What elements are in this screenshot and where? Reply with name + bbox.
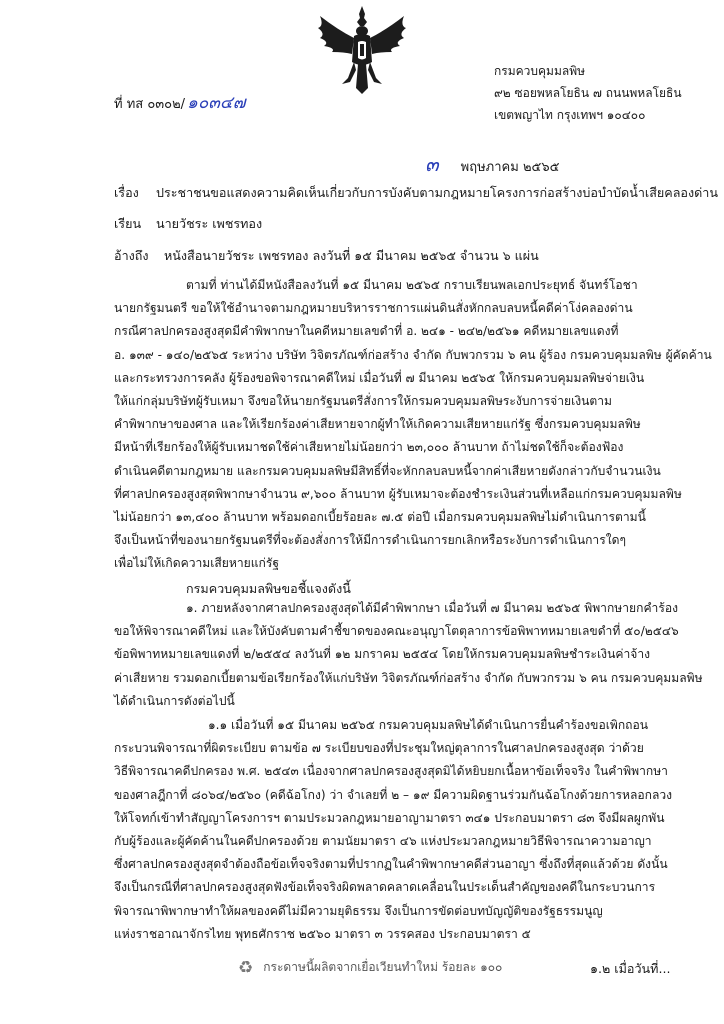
document-reference-number [114,89,245,116]
footer-text: กระดาษนี้ผลิตจากเยื่อเวียนทำใหม่ ร้อยละ ๑๐๐ [263,960,503,974]
paragraph-line: อ. ๑๓๙ - ๑๔๐/๒๕๖๕ ระหว่าง บริษัท วิจิตรภัณฑ์ก่อสร้าง จำกัด กับพวกรวม ๖ คน ผู้ร้อง กรมควบคุมมลพิษ ผู้คัดค้าน [114,347,712,362]
paragraph-line: พิจารณาพิพากษาทำให้ผลของคดีไม่มีความยุติธรรม จึงเป็นการขัดต่อบทบัญญัติของรัฐธรรมนูญ [114,903,603,918]
paragraph-line: กรณีศาลปกครองสูงสุดมีคำพิพากษาในคดีหมายเลขดำที่ อ. ๒๔๑ - ๒๔๒/๒๕๖๑ คดีหมายเลขแดงที่ [114,324,619,339]
sender-address [494,60,682,126]
paragraph-line: วิธีพิจารณาคดีปกครอง พ.ศ. ๒๕๔๓ เนื่องจากศาลปกครองสูงสุดมิได้หยิบยกเนื้อหาข้อเท็จจริง ในคำพิพากษา [114,764,668,779]
address-line: ๙๒ ซอยพหลโยธิน ๗ ถนนพหลโยธิน [494,86,682,100]
paragraph-line: เพื่อไม่ให้เกิดความเสียหายแก่รัฐ [114,556,279,571]
page-continuation: ๑.๒ เมื่อวันที่... [590,961,671,976]
clarification-heading: กรมควบคุมมลพิษขอชี้แจงดังนี้ [186,581,351,596]
handwritten-date-day: ๓ [425,152,439,176]
paragraph-line: จึงเป็นหน้าที่ของนายกรัฐมนตรีที่จะต้องสั่งการให้มีการดำเนินการยกเลิกหรือระงับการดำเนินการใดๆ [114,533,626,548]
reference-prefix: ที่ ทส ๐๓๐๒/ [114,97,186,112]
paragraph-line: ให้แก่กลุ่มบริษัทผู้รับเหมา จึงขอให้นายกรัฐมนตรีสั่งการให้กรมควบคุมมลพิษระงับการจ่ายเงินตาม [114,394,612,409]
address-line: กรมควบคุมมลพิษ [494,64,586,78]
reference-line [114,246,539,266]
subject-text: ประชาชนขอแสดงความคิดเห็นเกี่ยวกับการบังคับตามกฎหมายโครงการก่อสร้างบ่อบำบัดน้ำเสียคลองด่าน [156,185,718,200]
paragraph-line: และกระทรวงการคลัง ผู้ร้องขอพิจารณาคดีใหม่ เมื่อวันที่ ๗ มีนาคม ๒๕๖๕ ให้กรมควบคุมมลพิษจ่ายเงิน [114,370,645,385]
subject-label: เรื่อง [114,185,139,200]
paragraph-line: ค่าเสียหาย รวมดอกเบี้ยตามข้อเรียกร้องให้แก่บริษัท วิจิตรภัณฑ์ก่อสร้าง จำกัด กับพวกรวม ๖ คน กรมควบคุมมลพิษ [114,670,703,685]
paragraph-line: ดำเนินคดีตามกฎหมาย และกรมควบคุมมลพิษมีสิทธิ์ที่จะหักกลบลบหนี้จากค่าเสียหายดังกล่าวกับจำนวนเงิน [114,463,661,478]
handwritten-reference-number: ๑๐๓๔๗ [187,93,246,113]
address-line: เขตพญาไท กรุงเทพฯ ๑๐๔๐๐ [494,108,646,122]
body-paragraph-3 [114,714,673,946]
paragraph-line: ที่ศาลปกครองสูงสุดพิพากษาจำนวน ๙,๖๐๐ ล้านบาท ผู้รับเหมาจะต้องชำระเงินส่วนที่เหลือแก่กรมควบคุมมลพิษ [114,486,682,501]
date-month-year: พฤษภาคม ๒๕๖๕ [460,160,560,175]
paragraph-line: ๑. ภายหลังจากศาลปกครองสูงสุดได้มีคำพิพากษา เมื่อวันที่ ๗ มีนาคม ๒๕๖๕ พิพากษายกคำร้อง [186,601,678,615]
paragraph-line: คำพิพากษาของศาล และให้เรียกร้องค่าเสียหายจากผู้ทำให้เกิดความเสียหายแก่รัฐ ซึ่งกรมควบคุมมลพิษ [114,417,641,432]
subject-line [114,183,718,203]
salutation-line [114,214,262,234]
letter-date [425,148,559,180]
recycle-icon: ♻ [238,958,254,978]
garuda-emblem-icon [312,4,412,96]
paragraph-line: ให้โจทก์เข้าทำสัญญาโครงการฯ ตามประมวลกฎหมายอาญามาตรา ๓๔๑ ประกอบมาตรา ๘๓ จึงมีผลผูกพัน [114,810,665,825]
paragraph-line: ซึ่งศาลปกครองสูงสุดจำต้องถือข้อเท็จจริงตามที่ปรากฏในคำพิพากษาคดีส่วนอาญา ซึ่งถึงที่สุดแล้วด้วย ดังนั้น [114,857,668,872]
salutation-label: เรียน [114,216,142,231]
paragraph-line: ของศาลฎีกาที่ ๘๐๖๔/๒๕๖๐ (คดีฉ้อโกง) ว่า จำเลยที่ ๒ – ๑๙ มีความผิดฐานร่วมกันฉ้อโกงด้วยการหลอกลวง [114,787,673,802]
paragraph-line: มีหน้าที่เรียกร้องให้ผู้รับเหมาชดใช้ค่าเสียหายไม่น้อยกว่า ๒๓,๐๐๐ ล้านบาท ถ้าไม่ชดใช้ก็จะต้องฟ้อง [114,440,624,455]
paragraph-line: ข้อพิพาทหมายเลขแดงที่ ๒/๒๕๕๔ ลงวันที่ ๑๒ มกราคม ๒๕๕๔ โดยให้กรมควบคุมมลพิษชำระเงินค่าจ้าง [114,647,651,662]
recycled-paper-footer [238,958,502,978]
body-paragraph-1 [114,274,712,576]
paragraph-line: ไม่น้อยกว่า ๑๓,๔๐๐ ล้านบาท พร้อมดอกเบี้ยร้อยละ ๗.๕ ต่อปี เมื่อกรมควบคุมมลพิษไม่ดำเนินการตามนี้ [114,510,646,525]
paragraph-line: กระบวนพิจารณาที่ผิดระเบียบ ตามข้อ ๗ ระเบียบของที่ประชุมใหญ่ตุลาการในศาลปกครองสูงสุด ว่าด้วย [114,741,644,756]
paragraph-line: ตามที่ ท่านได้มีหนังสือลงวันที่ ๑๕ มีนาคม ๒๕๖๕ กราบเรียนพลเอกประยุทธ์ จันทร์โอชา [186,278,638,292]
paragraph-line: จึงเป็นกรณีที่ศาลปกครองสูงสุดฟังข้อเท็จจริงผิดพลาดคลาดเคลื่อนในประเด็นสำคัญของคดีในกระบวนการ [114,880,656,895]
paragraph-line: ได้ดำเนินการดังต่อไปนี้ [114,693,235,708]
reference-text: หนังสือนายวัชระ เพชรทอง ลงวันที่ ๑๕ มีนาคม ๒๕๖๕ จำนวน ๖ แผ่น [164,248,539,263]
body-paragraph-2 [114,597,703,713]
paragraph-line: แห่งราชอาณาจักรไทย พุทธศักราช ๒๕๖๐ มาตรา ๓ วรรคสอง ประกอบมาตรา ๕ [114,926,531,941]
reference-label: อ้างถึง [114,248,149,263]
paragraph-line: กับผู้ร้องและผู้คัดค้านในคดีปกครองด้วย ตามนัยมาตรา ๔๖ แห่งประมวลกฎหมายวิธีพิจารณาความอาญา [114,834,652,849]
paragraph-line: ๑.๑ เมื่อวันที่ ๑๕ มีนาคม ๒๕๖๕ กรมควบคุมมลพิษได้ดำเนินการยื่นคำร้องขอเพิกถอน [208,718,648,732]
paragraph-line: ขอให้พิจารณาคดีใหม่ และให้บังคับตามคำชี้ขาดของคณะอนุญาโตตุลาการข้อพิพาทหมายเลขดำที่ ๕๐/๒๕๔๖ [114,624,679,639]
salutation-text: นายวัชระ เพชรทอง [156,216,263,231]
paragraph-line: นายกรัฐมนตรี ขอให้ใช้อำนาจตามกฎหมายบริหารราชการแผ่นดินสั่งหักกลบลบหนี้คดีค่าโง่คลองด่าน [114,301,633,316]
